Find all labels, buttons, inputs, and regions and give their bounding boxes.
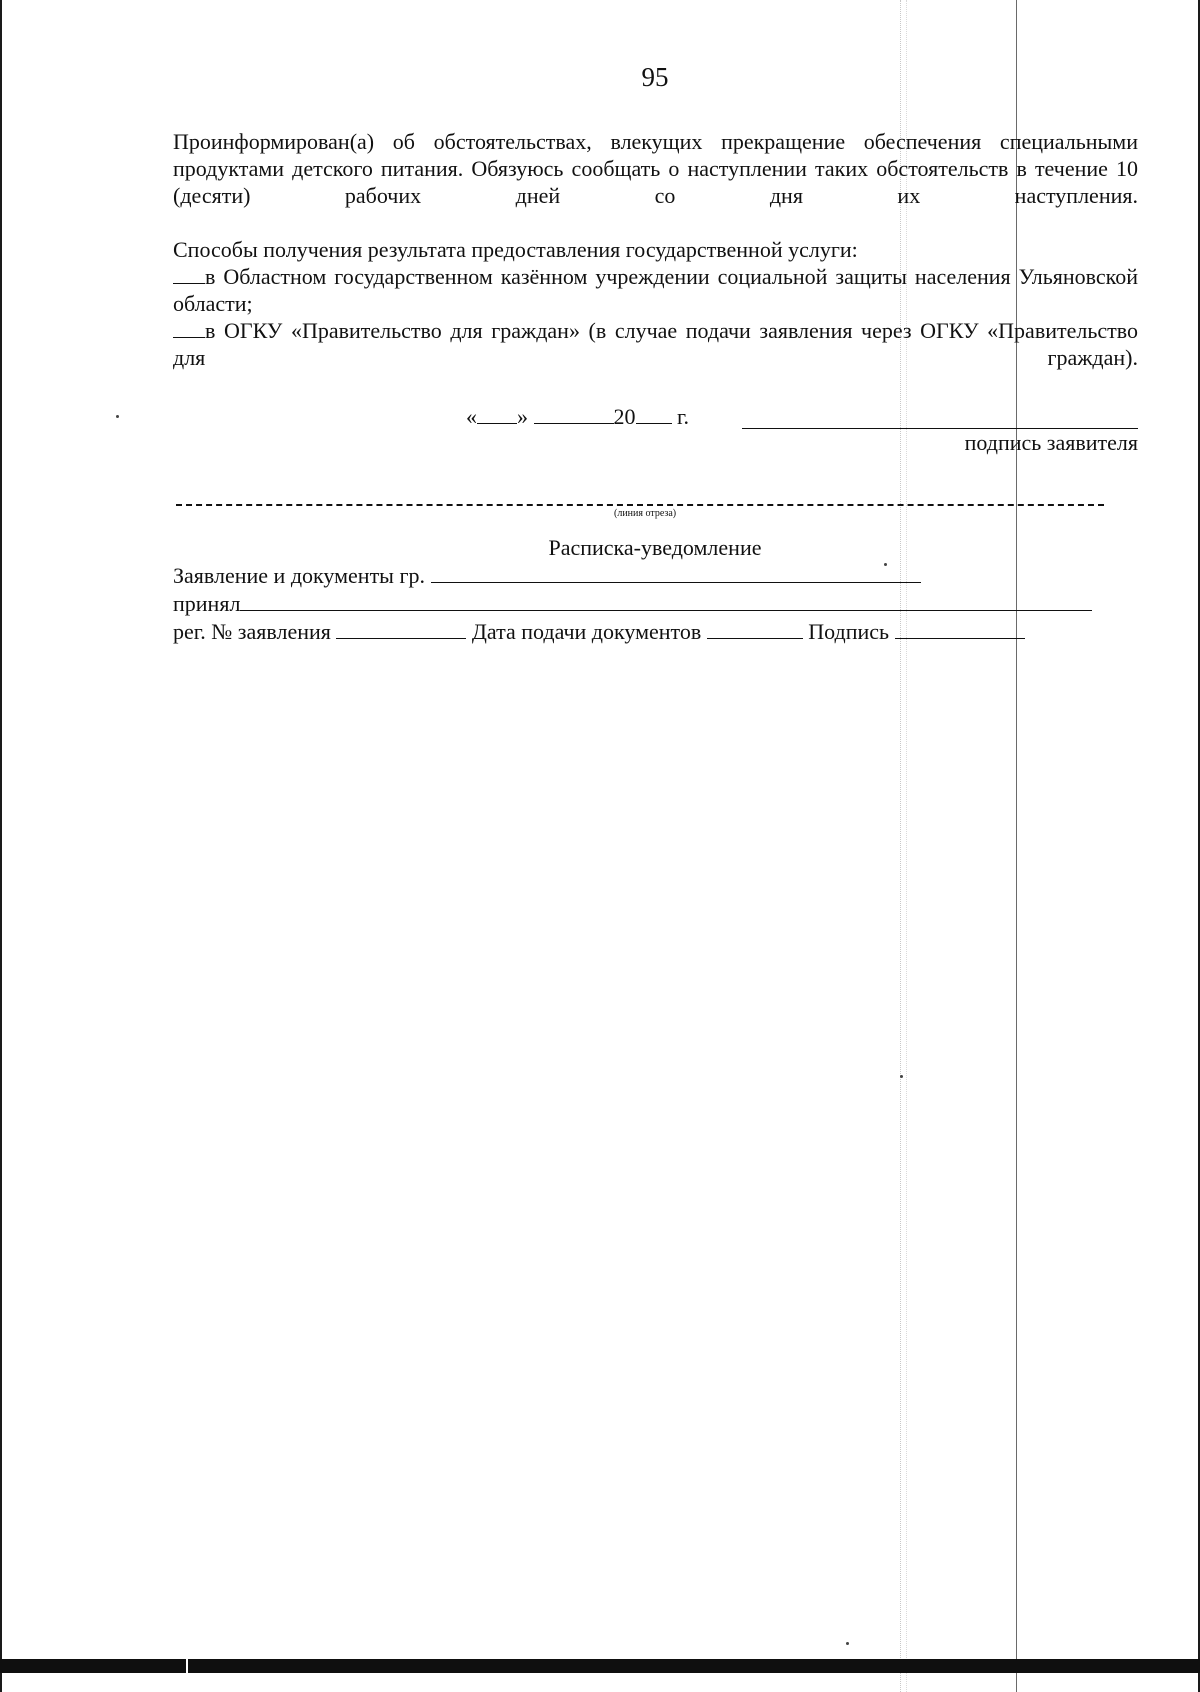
scan-edge-left [0, 0, 2, 1692]
documents-label: Заявление и документы гр. [173, 563, 425, 588]
scan-speck [116, 415, 119, 418]
receipt-signature-field[interactable] [895, 620, 1025, 639]
year-prefix: 20 [613, 404, 636, 429]
citizen-name-field[interactable] [431, 564, 921, 583]
scan-bottom-gap [186, 1659, 188, 1673]
receipt-details-row [173, 618, 1025, 645]
checkbox-blank-2[interactable] [173, 319, 205, 338]
receipt-signature-label: Подпись [808, 619, 890, 644]
accepted-by-field[interactable] [240, 592, 1092, 611]
submission-date-field[interactable] [707, 620, 803, 639]
scan-bottom-border [0, 1659, 1200, 1673]
receipt-documents-row [173, 562, 921, 589]
accepted-label: принял [173, 591, 241, 616]
applicant-signature-line[interactable] [742, 428, 1138, 429]
result-option-1-text: в Областном государственном казённом учреждении социальной защиты населения Ульяновской области; [173, 264, 1138, 316]
scan-speck [900, 1075, 903, 1078]
cut-line [176, 504, 1104, 506]
result-option-1 [173, 263, 1138, 317]
result-methods-block [173, 236, 1138, 371]
cut-line-label: (линия отреза) [614, 508, 677, 519]
day-blank[interactable] [477, 405, 517, 424]
applicant-signature-caption: подпись заявителя [964, 430, 1138, 455]
scan-speck [846, 1642, 849, 1645]
scan-speck [884, 563, 887, 566]
reg-number-field[interactable] [336, 620, 466, 639]
year-blank[interactable] [636, 405, 672, 424]
receipt-title: Расписка-уведомление [548, 535, 762, 560]
page-number: 95 [641, 62, 669, 92]
year-suffix: г. [677, 404, 690, 429]
submission-date-label: Дата подачи документов [471, 619, 702, 644]
checkbox-blank-1[interactable] [173, 265, 205, 284]
date-line [466, 403, 689, 430]
date-open-quote: « [466, 404, 477, 429]
result-methods-heading: Способы получения результата предоставления государственной услуги: [173, 237, 858, 262]
result-option-2-text: в ОГКУ «Правительство для граждан» (в случае подачи заявления через ОГКУ «Правительство для граждан). [173, 318, 1138, 370]
receipt-accepted-row [173, 590, 1092, 617]
paragraph-informed: Проинформирован(а) об обстоятельствах, влекущих прекращение обеспечения специальными продуктами детского питания. Обязуюсь сообщать о наступлении таких обстоятельств в течение 10 (десяти) рабочих дней со дня их наступления. [173, 129, 1138, 208]
month-blank[interactable] [534, 405, 614, 424]
date-close-quote: » [517, 404, 528, 429]
result-option-2 [173, 317, 1138, 371]
reg-number-label: рег. № заявления [173, 619, 331, 644]
